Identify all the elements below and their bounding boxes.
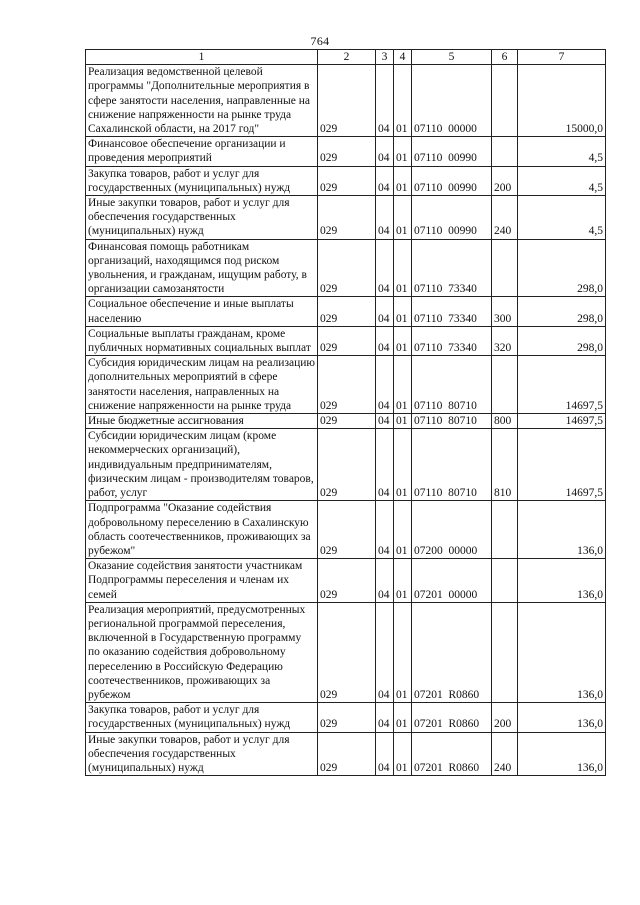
subsection-code: 01 [394,326,412,355]
section-code: 04 [376,732,394,776]
target-article-code: 07200 00000 [412,501,492,559]
table-row [86,196,606,240]
row-description: Иные закупки товаров, работ и услуг для обеспечения государственных (муниципальных) нужд [86,732,318,776]
subsection-code: 01 [394,429,412,501]
ministry-code: 029 [318,356,376,414]
section-code: 04 [376,414,394,429]
section-code: 04 [376,602,394,702]
column-header: 4 [394,50,412,65]
ministry-code: 029 [318,501,376,559]
section-code: 04 [376,239,394,297]
section-code: 04 [376,326,394,355]
table-row [86,414,606,429]
amount: 298,0 [518,326,606,355]
expense-type-code: 800 [492,414,518,429]
subsection-code: 01 [394,356,412,414]
ministry-code: 029 [318,703,376,732]
table-row [86,297,606,326]
table-row [86,166,606,195]
expense-type-code [492,602,518,702]
target-article-code: 07110 00990 [412,196,492,240]
section-code: 04 [376,297,394,326]
amount: 15000,0 [518,65,606,137]
expense-type-code: 320 [492,326,518,355]
section-code: 04 [376,501,394,559]
subsection-code: 01 [394,65,412,137]
column-header: 2 [318,50,376,65]
row-description: Субсидия юридическим лицам на реализацию дополнительных мероприятий в сфере занятости населения, направленных на снижение напряженности на рынке труда [86,356,318,414]
target-article-code: 07110 80710 [412,356,492,414]
target-article-code: 07110 73340 [412,297,492,326]
ministry-code: 029 [318,137,376,166]
expense-type-code: 810 [492,429,518,501]
expense-type-code: 200 [492,166,518,195]
section-code: 04 [376,703,394,732]
subsection-code: 01 [394,703,412,732]
row-description: Иные бюджетные ассигнования [86,414,318,429]
ministry-code: 029 [318,65,376,137]
amount: 4,5 [518,137,606,166]
amount: 14697,5 [518,356,606,414]
column-header: 6 [492,50,518,65]
target-article-code: 07110 80710 [412,429,492,501]
row-description: Социальные выплаты гражданам, кроме публичных нормативных социальных выплат [86,326,318,355]
table-row [86,356,606,414]
row-description: Подпрограмма "Оказание содействия добровольному переселению в Сахалинскую область соотечественников, проживающих за рубежом" [86,501,318,559]
subsection-code: 01 [394,196,412,240]
table-row [86,429,606,501]
target-article-code: 07110 00000 [412,65,492,137]
target-article-code: 07110 80710 [412,414,492,429]
expense-type-code: 300 [492,297,518,326]
subsection-code: 01 [394,501,412,559]
ministry-code: 029 [318,297,376,326]
row-description: Финансовое обеспечение организации и проведения мероприятий [86,137,318,166]
ministry-code: 029 [318,196,376,240]
table-row [86,703,606,732]
row-description: Закупка товаров, работ и услуг для государственных (муниципальных) нужд [86,166,318,195]
section-code: 04 [376,559,394,603]
amount: 14697,5 [518,429,606,501]
expense-type-code [492,65,518,137]
table-row [86,732,606,776]
row-description: Реализация ведомственной целевой программы "Дополнительные мероприятия в сфере занятости населения, направленные на снижение напряженности на рынке труда Сахалинской области, на 2017 год" [86,65,318,137]
table-row [86,559,606,603]
subsection-code: 01 [394,166,412,195]
table-row [86,137,606,166]
expense-type-code: 240 [492,196,518,240]
row-description: Финансовая помощь работникам организаций, находящимся под риском увольнения, и гражданам, ищущим работу, в организации самозанятости [86,239,318,297]
section-code: 04 [376,137,394,166]
column-header: 5 [412,50,492,65]
table-row [86,326,606,355]
table-row [86,501,606,559]
section-code: 04 [376,429,394,501]
section-code: 04 [376,166,394,195]
section-code: 04 [376,196,394,240]
expense-type-code [492,559,518,603]
subsection-code: 01 [394,602,412,702]
target-article-code: 07110 00990 [412,166,492,195]
expense-type-code [492,501,518,559]
section-code: 04 [376,356,394,414]
row-description: Социальное обеспечение и иные выплаты населению [86,297,318,326]
table-row [86,602,606,702]
amount: 136,0 [518,732,606,776]
table-row [86,65,606,137]
amount: 4,5 [518,196,606,240]
subsection-code: 01 [394,239,412,297]
amount: 136,0 [518,602,606,702]
target-article-code: 07201 R0860 [412,602,492,702]
expense-type-code [492,137,518,166]
amount: 298,0 [518,297,606,326]
subsection-code: 01 [394,137,412,166]
target-article-code: 07201 R0860 [412,703,492,732]
amount: 136,0 [518,559,606,603]
ministry-code: 029 [318,429,376,501]
subsection-code: 01 [394,732,412,776]
ministry-code: 029 [318,166,376,195]
ministry-code: 029 [318,602,376,702]
ministry-code: 029 [318,326,376,355]
target-article-code: 07201 00000 [412,559,492,603]
row-description: Иные закупки товаров, работ и услуг для обеспечения государственных (муниципальных) нужд [86,196,318,240]
amount: 298,0 [518,239,606,297]
column-header: 7 [518,50,606,65]
target-article-code: 07110 00990 [412,137,492,166]
subsection-code: 01 [394,414,412,429]
expense-type-code: 240 [492,732,518,776]
section-code: 04 [376,65,394,137]
row-description: Оказание содействия занятости участникам Подпрограммы переселения и членам их семей [86,559,318,603]
target-article-code: 07110 73340 [412,326,492,355]
amount: 4,5 [518,166,606,195]
column-header: 1 [86,50,318,65]
ministry-code: 029 [318,239,376,297]
budget-table [85,49,606,776]
amount: 136,0 [518,501,606,559]
row-description: Реализация мероприятий, предусмотренных региональной программой переселения, включенной в Государственную программу по оказанию содействия добровольному переселению в Российскую Федерацию соотечественников, проживающих за рубежом [86,602,318,702]
expense-type-code [492,239,518,297]
column-header: 3 [376,50,394,65]
subsection-code: 01 [394,559,412,603]
subsection-code: 01 [394,297,412,326]
ministry-code: 029 [318,414,376,429]
expense-type-code [492,356,518,414]
page-number: 764 [310,34,330,48]
amount: 14697,5 [518,414,606,429]
target-article-code: 07110 73340 [412,239,492,297]
amount: 136,0 [518,703,606,732]
expense-type-code: 200 [492,703,518,732]
row-description: Субсидии юридическим лицам (кроме некоммерческих организаций), индивидуальным предпринимателям, физическим лицам - производителям товаров, работ, услуг [86,429,318,501]
target-article-code: 07201 R0860 [412,732,492,776]
table-row [86,239,606,297]
row-description: Закупка товаров, работ и услуг для государственных (муниципальных) нужд [86,703,318,732]
ministry-code: 029 [318,559,376,603]
ministry-code: 029 [318,732,376,776]
header-row [86,50,606,65]
